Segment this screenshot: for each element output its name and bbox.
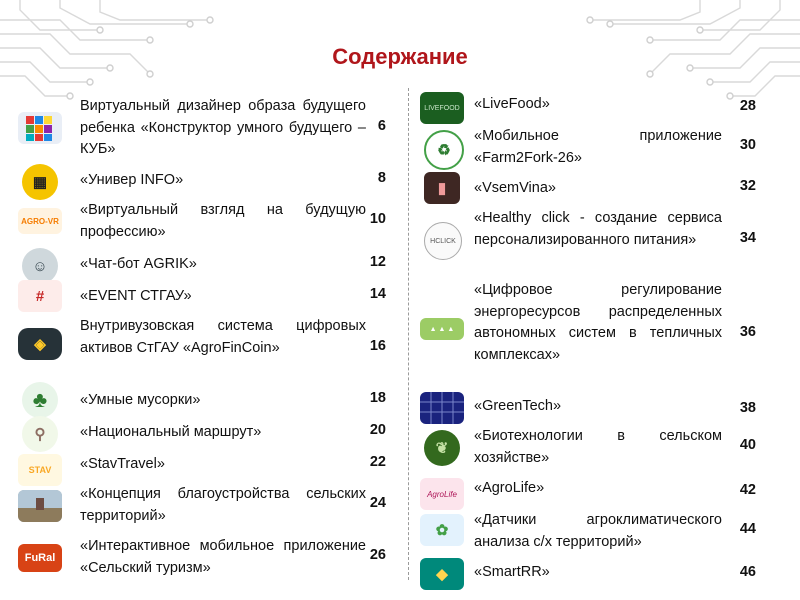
toc-entry-title: «Датчики агроклиматического анализа с/х территорий»: [474, 512, 722, 550]
toc-entry-title: «VsemVina»: [474, 180, 556, 196]
toc-entry-page: 12: [369, 254, 386, 270]
toc-entry-title: «Биотехнологии в сельском хозяйстве»: [474, 428, 722, 466]
toc-entry-page: 22: [369, 454, 386, 470]
toc-entry[interactable]: [18, 536, 388, 580]
toc-entry-title: «GreenTech»: [474, 398, 562, 414]
toc-entry-page: 18: [369, 390, 386, 406]
toc-entry-title: «Мобильное приложение «Farm2Fork-26»: [474, 128, 722, 166]
toc-entry[interactable]: [18, 284, 388, 312]
toc-entry[interactable]: [420, 560, 765, 588]
healthy-click-logo-icon: HCLICK: [424, 222, 462, 260]
toc-entry[interactable]: [420, 176, 765, 204]
toc-entry-title: «EVENT СТГАУ»: [80, 288, 192, 304]
toc-entry-page: 42: [739, 482, 756, 498]
toc-entry-title: «Универ INFO»: [80, 172, 184, 188]
info-logo-icon: ▦: [22, 164, 58, 200]
toc-entry-title: «Национальный маршрут»: [80, 424, 262, 440]
farm2fork-logo-icon: ♻: [424, 130, 464, 170]
toc-entry[interactable]: [18, 252, 388, 280]
rubik-cube-icon: [18, 112, 62, 144]
livefood-logo-icon: LIVEFOOD: [420, 92, 464, 124]
agro-vr-logo-icon: AGRO-VR: [18, 208, 62, 234]
toc-entry[interactable]: [420, 510, 765, 554]
toc-entry-page: 16: [369, 338, 386, 354]
plant-sprout-icon: ❦: [424, 430, 460, 466]
toc-entry[interactable]: [420, 208, 765, 274]
toc-entry-page: 46: [739, 564, 756, 580]
toc-entry-page: 40: [739, 437, 756, 453]
toc-entry-title: «LiveFood»: [474, 96, 550, 112]
toc-entry-title: «SmartRR»: [474, 564, 550, 580]
toc-entry[interactable]: [420, 394, 765, 422]
toc-entry[interactable]: [18, 452, 388, 480]
toc-entry-title: «Цифровое регулирование энергоресурсов распределенных автономных систем в тепличных комплексах»: [474, 282, 722, 363]
toc-entry-page: 24: [369, 495, 386, 511]
toc-entry-page: 38: [739, 400, 756, 416]
page-title: Содержание: [332, 44, 468, 69]
toc-entry[interactable]: [18, 166, 388, 194]
toc-entry[interactable]: [18, 420, 388, 448]
travel-logo-icon: STAV: [18, 454, 62, 486]
coin-logo-icon: ◈: [18, 328, 62, 360]
toc-entry-page: 20: [369, 422, 386, 438]
toc-entry-title: Внутривузовская система цифровых активов СтГАУ «AgroFinCoin»: [80, 318, 366, 356]
greenhouse-logo-icon: ▲ ▲ ▲: [420, 318, 464, 340]
toc-entry-page: 44: [739, 521, 756, 537]
toc-entry-page: 30: [739, 137, 756, 153]
toc-entry-page: 10: [369, 211, 386, 227]
toc-entry-title: «Healthy click - создание сервиса персонализированного питания»: [474, 210, 722, 248]
toc-entry-title: «StavTravel»: [80, 456, 165, 472]
toc-entry[interactable]: [18, 388, 388, 416]
chatbot-icon: ☺: [22, 248, 58, 284]
toc-entry-title: «Чат-бот AGRIK»: [80, 256, 197, 272]
hand-plant-icon: ✿: [420, 514, 464, 546]
toc-entry[interactable]: [420, 426, 765, 470]
column-divider: [408, 88, 409, 580]
wine-bottle-icon: ▮: [424, 172, 460, 204]
agrolife-logo-icon: AgroLife: [420, 478, 464, 510]
bicycle-icon: ⚲: [22, 416, 58, 452]
toc-entry[interactable]: [420, 126, 765, 170]
toc-entry[interactable]: [18, 96, 388, 162]
toc-entry-page: 32: [739, 178, 756, 194]
toc-entry[interactable]: [420, 280, 765, 390]
toc-entry[interactable]: [420, 92, 765, 120]
toc-entry-page: 26: [369, 547, 386, 563]
toc-entry[interactable]: [420, 476, 765, 504]
toc-entry-page: 34: [739, 230, 756, 246]
solar-panel-icon: [420, 392, 464, 424]
toc-entry-title: Виртуальный дизайнер образа будущего ребенка «Конструктор умного будущего – КУБ»: [80, 98, 366, 157]
toc-entry-title: «Виртуальный взгляд на будущую профессию»: [80, 202, 366, 240]
fural-logo-icon: FuRal: [18, 544, 62, 572]
toc-entry-page: 14: [369, 286, 386, 302]
toc-entry[interactable]: [18, 316, 388, 382]
toc-entry-title: «Концепция благоустройства сельских территорий»: [80, 486, 366, 524]
event-logo-icon: #: [18, 280, 62, 312]
toc-entry-title: «Интерактивное мобильное приложение «Сельский туризм»: [80, 538, 366, 576]
toc-entry[interactable]: [18, 200, 388, 244]
toc-entry-page: 36: [739, 324, 756, 340]
rural-landscape-icon: [18, 490, 62, 522]
toc-entry-title: «Умные мусорки»: [80, 392, 201, 408]
toc-entry[interactable]: [18, 484, 388, 528]
toc-entry-page: 6: [377, 118, 386, 134]
smartrr-logo-icon: ◆: [420, 558, 464, 590]
toc-entry-page: 8: [377, 170, 386, 186]
clover-icon: ♣: [22, 382, 58, 418]
toc-entry-page: 28: [739, 98, 756, 114]
toc-entry-title: «AgroLife»: [474, 480, 545, 496]
